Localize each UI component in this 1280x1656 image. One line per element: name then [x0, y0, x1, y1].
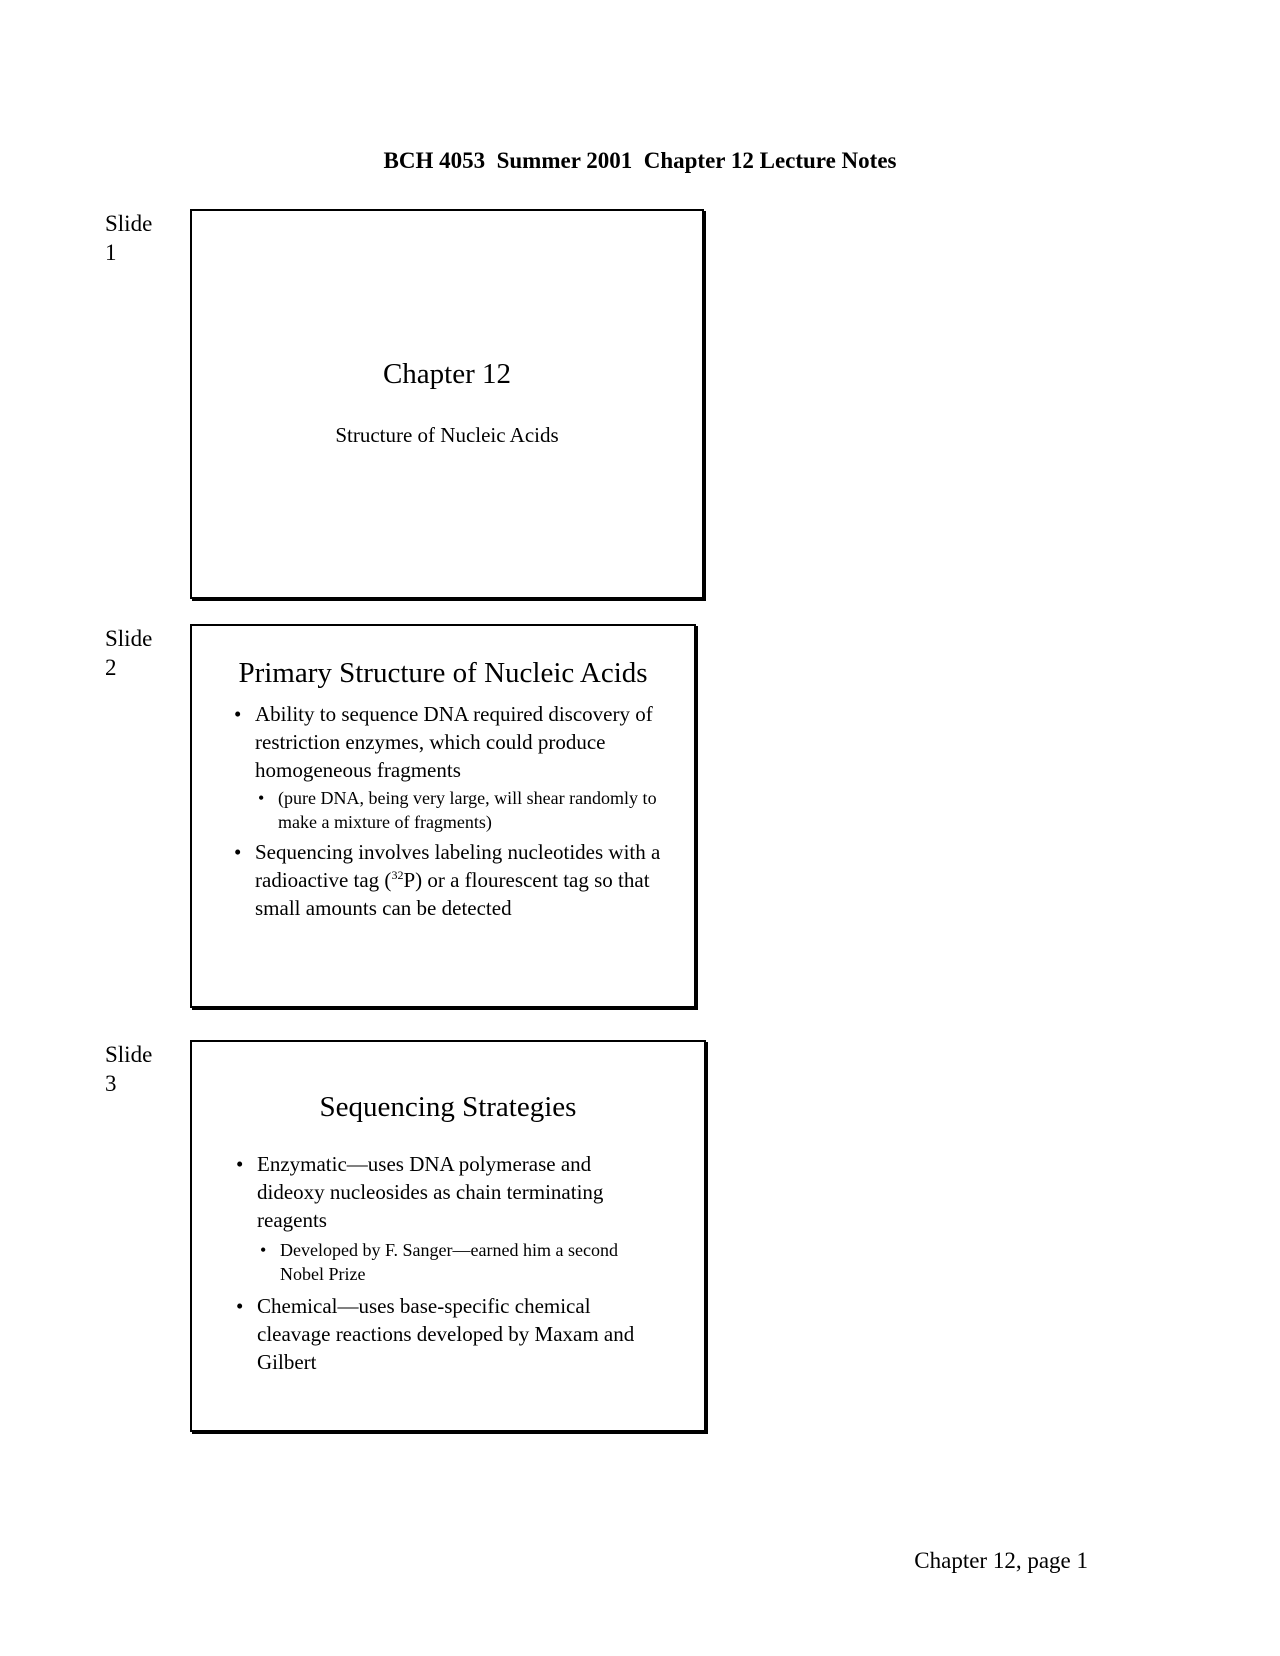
slide-1-subtitle: Structure of Nucleic Acids: [335, 423, 559, 447]
slide-label-number: 1: [105, 240, 117, 265]
slide-label-word: Slide: [105, 1042, 153, 1067]
slide-label-number: 2: [105, 655, 117, 680]
bullet-icon: •: [260, 1240, 267, 1260]
slide-label-number: 3: [105, 1071, 117, 1096]
slide-2-frame: [190, 624, 696, 1008]
slide-label-word: Slide: [105, 211, 153, 236]
isotope-superscript: 32: [391, 868, 404, 882]
bullet-icon: •: [234, 702, 242, 726]
bullet-text: Chemical—uses base-specific chemical cleavage reactions developed by Maxam and Gilbert: [257, 1294, 635, 1374]
list-item: [230, 786, 664, 834]
slide-label-word: Slide: [105, 626, 153, 651]
slide-2-bullet-list: [230, 700, 664, 922]
bullet-text-after: P) or a flourescent tag so that small amounts can be detected: [255, 868, 650, 920]
slide-2-title: Primary Structure of Nucleic Acids: [238, 657, 648, 689]
bullet-text: Ability to sequence DNA required discovery of restriction enzymes, which could produce homogeneous fragments: [255, 702, 653, 782]
slide-label-1: [105, 209, 152, 267]
list-item: [230, 700, 664, 784]
slide-3-title: Sequencing Strategies: [319, 1091, 577, 1123]
bullet-icon: •: [234, 840, 242, 864]
bullet-text: Enzymatic—uses DNA polymerase and dideoxy nucleosides as chain terminating reagents: [257, 1152, 604, 1232]
bullet-icon: •: [236, 1152, 244, 1176]
document-title: BCH 4053 Summer 2001 Chapter 12 Lecture Notes: [383, 148, 897, 173]
slide-label-3: [105, 1040, 152, 1098]
list-item: [232, 1238, 664, 1286]
slide-1-title: Chapter 12: [382, 358, 512, 390]
list-item: [232, 1150, 664, 1234]
page-footer: Chapter 12, page 1: [914, 1548, 1088, 1573]
slide-label-2: [105, 624, 152, 682]
slide-3-frame: [190, 1040, 706, 1432]
bullet-icon: •: [258, 788, 265, 808]
bullet-icon: •: [236, 1294, 244, 1318]
slide-1-frame: [190, 209, 704, 599]
bullet-text: (pure DNA, being very large, will shear randomly to make a mixture of fragments): [278, 788, 657, 832]
bullet-text-before: Sequencing involves labeling nucleotides with a radioactive tag (: [255, 840, 661, 892]
slide-3-bullet-list: [232, 1150, 664, 1376]
list-item: [230, 838, 664, 922]
bullet-text: Developed by F. Sanger—earned him a second Nobel Prize: [280, 1240, 618, 1284]
list-item: [232, 1292, 664, 1376]
